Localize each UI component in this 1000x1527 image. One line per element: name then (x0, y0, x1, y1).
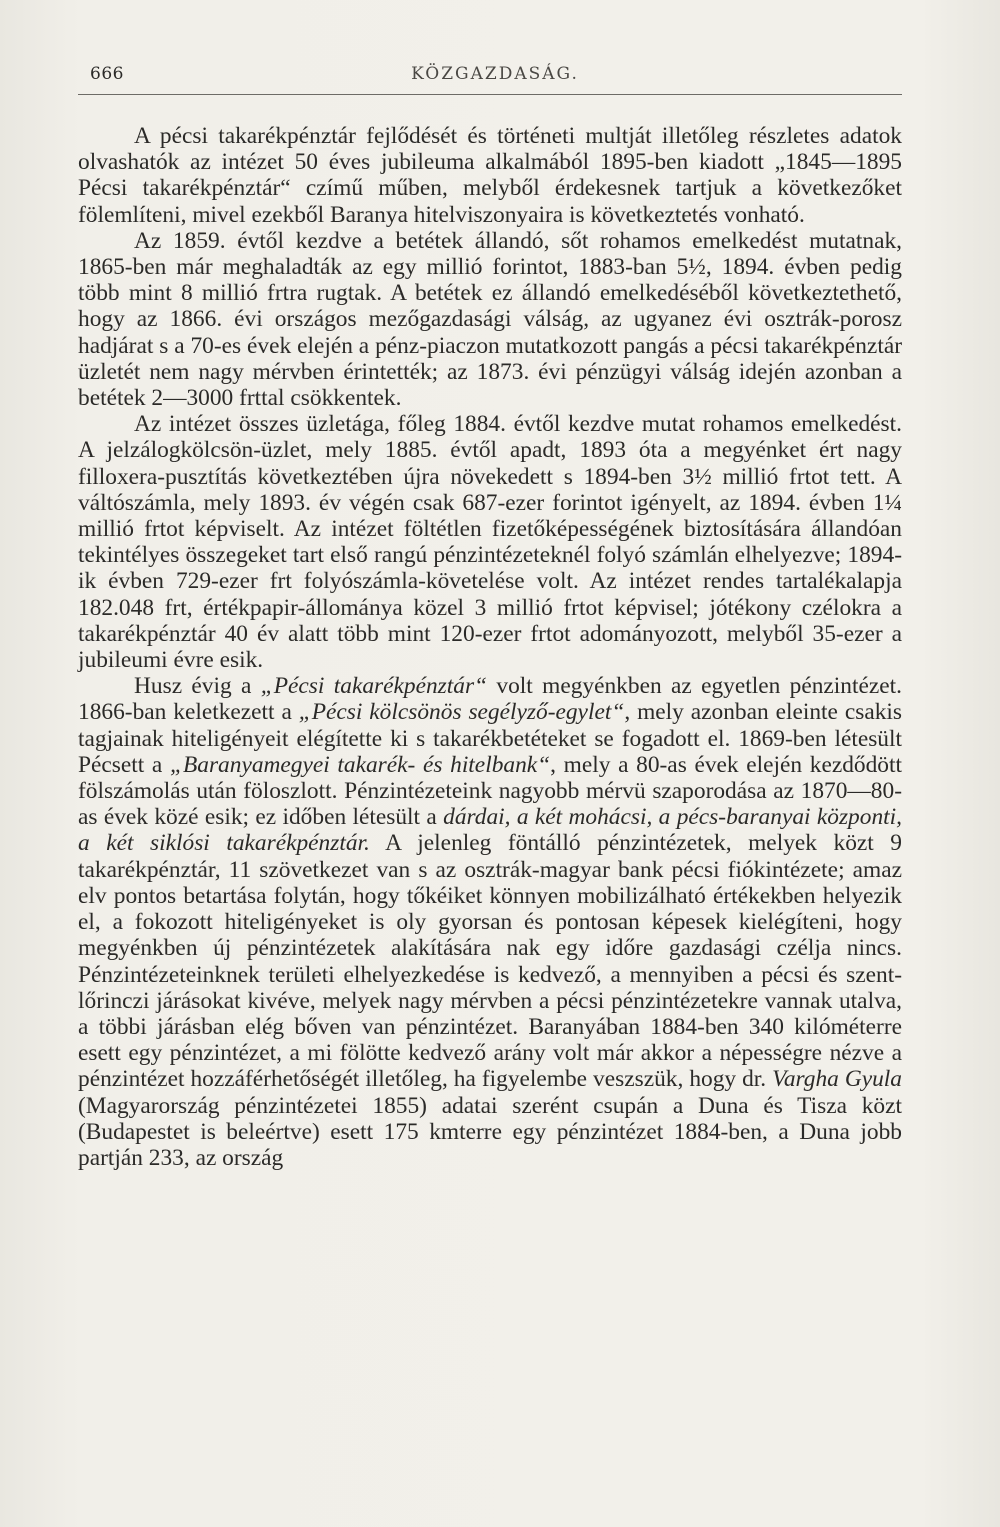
paragraph-3: Az intézet összes üzletága, főleg 1884. évtől kezdve mutat rohamos emelkedést. A jelzálogkölcsön-üzlet, mely 1885. évtől apadt, 1893 óta a megyénket ért nagy filloxera-pusztítás következtében újra növekedett s 1894-ben 3½ millió frtot tett. A váltószámla, mely 1893. év végén csak 687-ezer forintot igényelt, az 1894. évben 1¼ millió frtot képviselt. Az intézet föltétlen fizetőképességének biztosítására állandóan tekintélyes összegeket tart első rangú pénzintézeteknél folyó számlán elhelyezve; 1894-ik évben 729-ezer frt folyószámla-követelése volt. Az intézet rendes tartalékalapja 182.048 frt, értékpapir-állománya közel 3 millió frtot képvisel; jótékony czélokra a takarékpénztár 40 év alatt több mint 120-ezer frtot adományozott, melyből 35-ezer a jubileumi évre esik. (78, 411, 902, 674)
paragraph-2: Az 1859. évtől kezdve a betétek állandó, sőt rohamos emelkedést mutatnak, 1865-ben már meghaladták az egy millió forintot, 1883-ban 5½, 1894. évben pedig több mint 8 millió frtra rugtak. A betétek ez állandó emelkedéséből következtethető, hogy az 1866. évi országos mezőgazdasági válság, az ugyanez évi osztrák-porosz hadjárat s a 70-es évek elején a pénz-piaczon mutatkozott pangás a pécsi takarékpénztár üzletét nem nagy mérvben érintették; az 1873. évi pénzügyi válság idején azonban a betétek 2—3000 frttal csökkentek. (78, 227, 902, 412)
institution-name-pecsi-takarekpenztar: „Pécsi takarékpénztár“ (260, 673, 488, 700)
author-name-vargha-gyula: Vargha Gyula (772, 1066, 902, 1093)
page-header (90, 62, 900, 92)
paragraph-4-text: , mely azonban eleinte csakis tagjainak hiteligényeit elégítette ki s takarékbetéteket se fogadott el. 1869-ben létesült Pécsett a (78, 699, 903, 778)
paragraph-4 (78, 673, 902, 1171)
institution-names-takarekpenztarak: dárdai, a két mohácsi, a pécs-baranyai központi, a két siklósi takarékpénztár. (78, 804, 902, 857)
body-text (78, 123, 902, 1171)
paragraph-4-text: , mely a 80-as évek elején kezdődött fölszámolás után föloszlott. Pénzintézeteink nagyobb mérvü szaporodása az 1870—80-as évek közé esik; ez időben létesült a (78, 751, 902, 831)
paragraph-4-text: A jelenleg föntálló pénzintézetek, melyek közt 9 takarékpénztár, 11 szövetkezet van s az osztrák-magyar bank pécsi fiókintézete; amaz elv pontos betartása folytán, hogy tőkéiket könnyen mobilizálható értékekben helyezik el, a fokozott hiteligényeket is oly gyorsan és pontosan képesek kielégíteni, hogy megyénkben új pénzintézetek alakítására nak egy időre gazdasági czélja nincs. Pénzintézeteinknek területi elhelyezkedése is kedvező, a mennyiben a pécsi és szent-lőrinczi járásokat kivéve, melyek nagy mérvben a pécsi pénzintézetekre vannak utalva, a többi járásban elég bőven van pénzintézet. Baranyában 1884-ben 340 kilóméterre esett egy pénzintézet, a mi fölötte kedvező arány volt már akkor a népességre nézve a pénzintézet hozzáférhetőségét illetőleg, ha figyelembe veszszük, hogy dr. (78, 830, 903, 1093)
header-rule (78, 94, 902, 95)
paragraph-4-text: Husz évig a (134, 673, 261, 700)
institution-name-baranyamegyei-bank: „Baranyamegyei takarék- és hitelbank“ (169, 751, 551, 778)
institution-name-segelyzo-egylet: „Pécsi kölcsönös segélyző-egylet“ (298, 699, 625, 726)
running-title: KÖZGAZDASÁG. (411, 64, 579, 84)
page-number: 666 (90, 64, 124, 84)
paragraph-4-text: volt megyénkben az egyetlen pénzintézet. 1866-ban keletkezett a (78, 673, 902, 726)
paragraph-1: A pécsi takarékpénztár fejlődését és történeti multját illetőleg részletes adatok olvashatók az intézet 50 éves jubileuma alkalmából 1895-ben kiadott „1845—1895 Pécsi takarékpénztár“ czímű műben, melyből érdekesnek tartjuk a következőket fölemlíteni, mivel ezekből Baranya hitelviszonyaira is következtetés vonható. (78, 123, 902, 228)
paragraph-4-text: (Magyarország pénzintézetei 1855) adatai szerént csupán a Duna és Tisza közt (Budapestet is beleértve) esett 175 kmterre egy pénzintézet 1884-ben, a Duna jobb partján 233, az ország (78, 1092, 902, 1171)
